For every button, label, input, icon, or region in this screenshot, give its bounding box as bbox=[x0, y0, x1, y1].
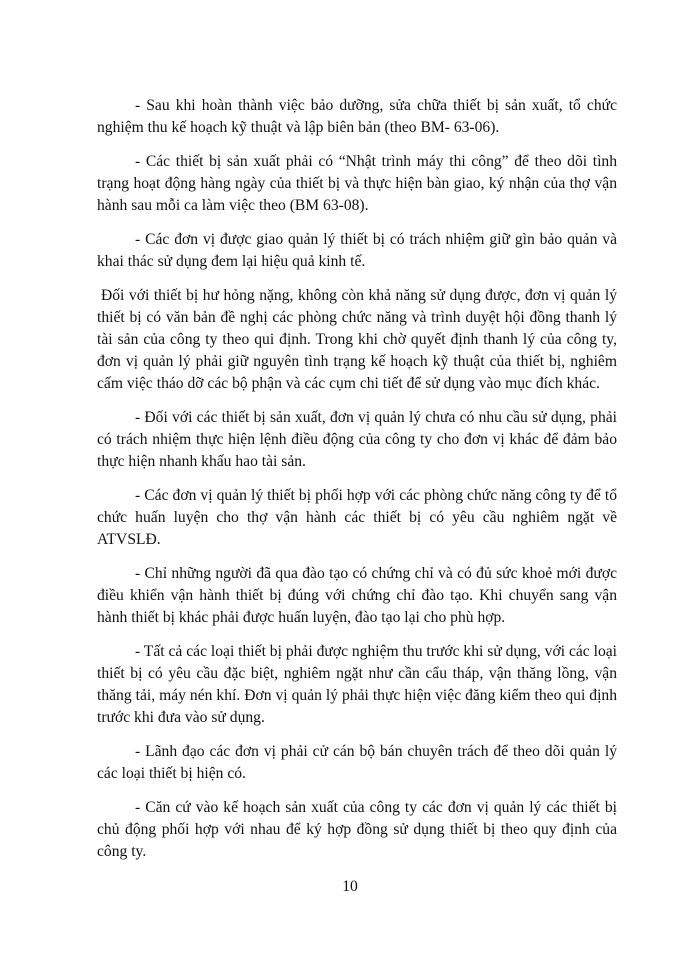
paragraph-machine-log: - Các thiết bị sản xuất phải có “Nhật trình máy thi công” để theo dõi tình trạng hoạt động hàng ngày của thiết bị và thực hiện bàn giao, ký nhận của thợ vận hành sau mỗi ca làm việc theo (BM 63-08). bbox=[97, 153, 617, 214]
document-body bbox=[97, 95, 617, 875]
paragraph-unit-responsibility: - Các đơn vị được giao quản lý thiết bị có trách nhiệm giữ gìn bảo quản và khai thác sử dụng đem lại hiệu quả kinh tế. bbox=[97, 231, 617, 270]
page-number: 10 bbox=[342, 878, 358, 895]
paragraph-operator-training: - Các đơn vị quản lý thiết bị phối hợp với các phòng chức năng công ty để tổ chức huấn luyện cho thợ vận hành các thiết bị có yêu cầu nghiêm ngặt về ATVSLĐ. bbox=[97, 487, 617, 548]
paragraph-equipment-inspection: - Tất cả các loại thiết bị phải được nghiệm thu trước khi sử dụng, với các loại thiết bị có yêu cầu đặc biệt, nghiêm ngặt như cần cẩu tháp, vận thăng lồng, vận thăng tải, máy nén khí. Đơn vị quản lý phải thực hiện việc đăng kiểm theo qui định trước khi đưa vào sử dụng. bbox=[97, 643, 617, 726]
paragraph-damaged-equipment: Đối với thiết bị hư hỏng nặng, không còn khả năng sử dụng được, đơn vị quản lý thiết bị có văn bản đề nghị các phòng chức năng và trình duyệt hội đồng thanh lý tài sản của công ty theo qui định. Trong khi chờ quyết định thanh lý của công ty, đơn vị quản lý phải giữ nguyên tình trạng kế hoạch kỹ thuật của thiết bị, nghiêm cấm việc tháo dỡ các bộ phận và các cụm chi tiết để sử dụng vào mục đích khác. bbox=[97, 287, 617, 392]
paragraph-usage-contracts: - Căn cứ vào kế hoạch sản xuất của công ty các đơn vị quản lý các thiết bị chủ động phối hợp với nhau để ký hợp đồng sử dụng thiết bị theo quy định của công ty. bbox=[97, 799, 617, 860]
paragraph-certified-operators: - Chỉ những người đã qua đào tạo có chứng chỉ và có đủ sức khoẻ mới được điều khiển vận hành thiết bị đúng với chứng chỉ đào tạo. Khi chuyển sang vận hành thiết bị khác phải được huấn luyện, đào tạo lại cho phù hợp. bbox=[97, 565, 617, 626]
paragraph-dedicated-staff: - Lãnh đạo các đơn vị phải cử cán bộ bán chuyên trách để theo dõi quản lý các loại thiết bị hiện có. bbox=[97, 743, 617, 782]
paragraph-unused-equipment: - Đối với các thiết bị sản xuất, đơn vị quản lý chưa có nhu cầu sử dụng, phải có trách nhiệm thực hiện lệnh điều động của công ty cho đơn vị khác để đảm bảo thực hiện nhanh khấu hao tài sản. bbox=[97, 409, 617, 470]
paragraph-maintenance-acceptance: - Sau khi hoàn thành việc bảo dưỡng, sửa chữa thiết bị sản xuất, tổ chức nghiệm thu kế hoạch kỹ thuật và lập biên bản (theo BM- 63-06). bbox=[97, 97, 617, 136]
